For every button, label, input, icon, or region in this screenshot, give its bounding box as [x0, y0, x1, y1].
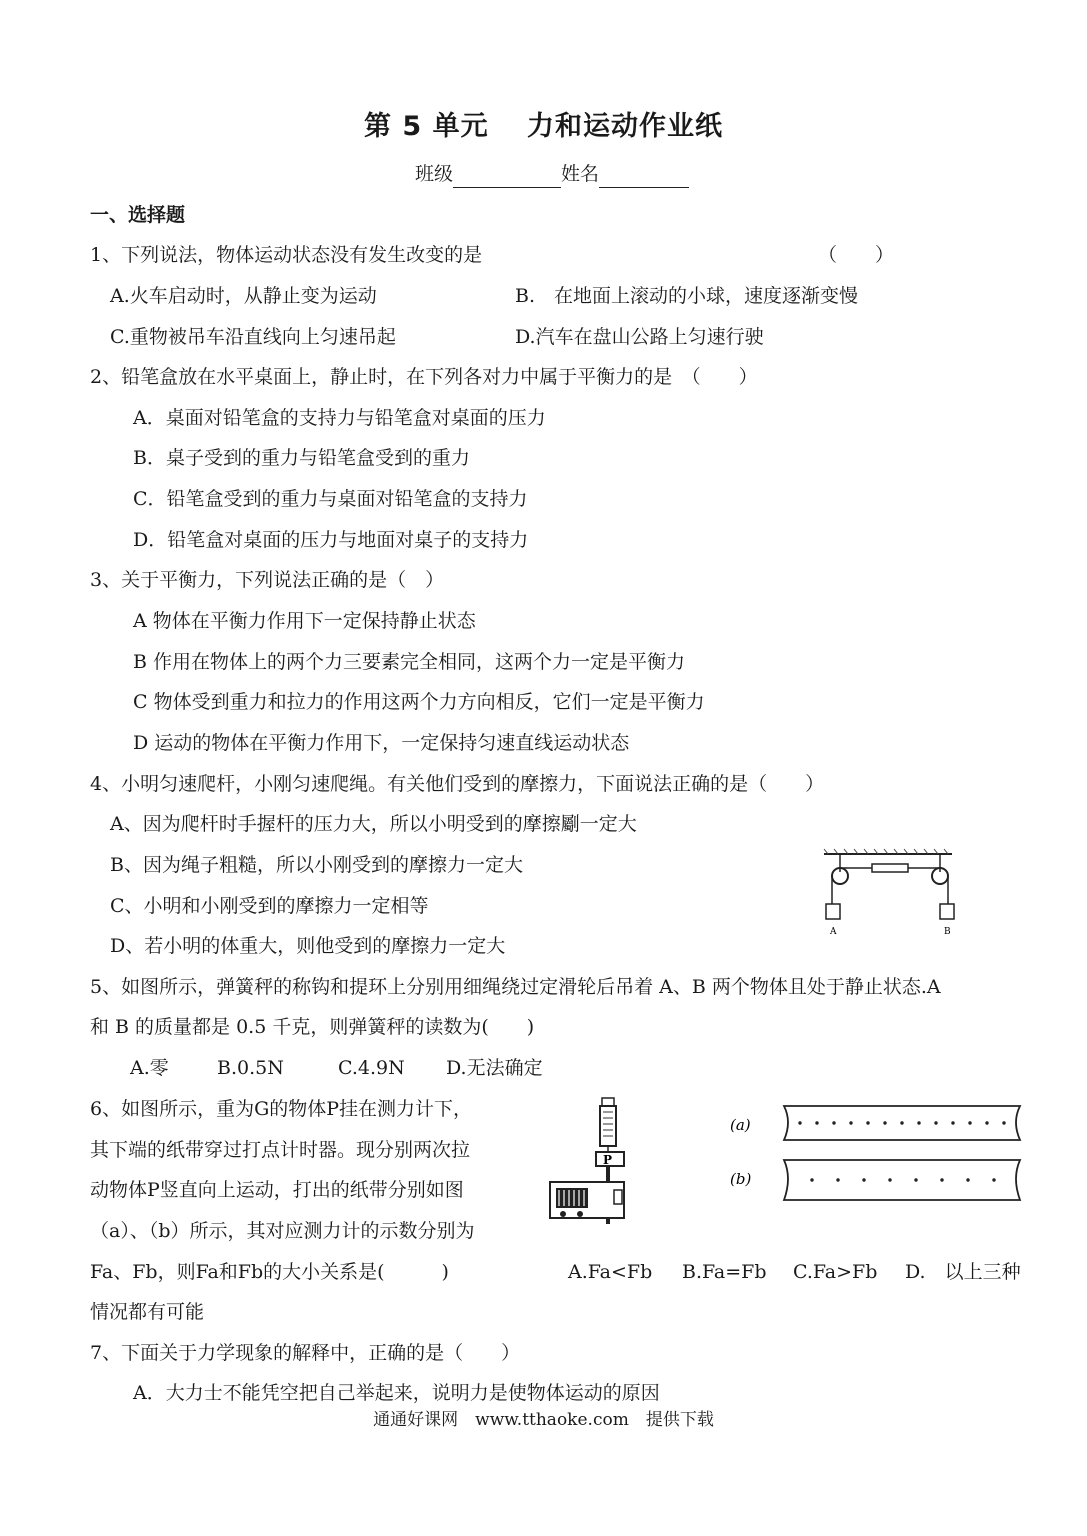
- spring-scale: [872, 864, 908, 872]
- question-1-option-c: C.重物被吊车沿直线向上匀速吊起: [110, 326, 396, 348]
- question-6-continuation: 情况都有可能: [90, 1301, 205, 1323]
- question-5-stem-line1: 5、如图所示，弹簧秤的称钩和提环上分别用细绳绕过定滑轮后吊着 A、B 两个物体且处于静止状态.A: [90, 976, 941, 998]
- class-label: 班级: [415, 163, 454, 185]
- question-6-option-c: C.Fa>Fb: [793, 1261, 878, 1283]
- tape-b: [784, 1160, 1020, 1200]
- tape-dot: [815, 1121, 818, 1124]
- question-3-option-a: A 物体在平衡力作用下一定保持静止状态: [133, 610, 476, 632]
- question-2-option-b: B．桌子受到的重力与铅笔盒受到的重力: [133, 447, 470, 469]
- tape-dot: [836, 1178, 839, 1181]
- tape-dot: [940, 1178, 943, 1181]
- question-4-option-a: A、因为爬杆时手握杆的压力大，所以小明受到的摩擦劚一定大: [110, 813, 637, 835]
- question-4-stem: 4、小明匀速爬杆，小刚匀速爬绳。有关他们受到的摩擦力，下面说法正确的是（ ）: [90, 773, 825, 795]
- question-6-option-a: A.Fa<Fb: [568, 1261, 653, 1283]
- question-6-option-b: B.Fa=Fb: [682, 1261, 767, 1283]
- question-3-option-b: B 作用在物体上的两个力三要素完全相同，这两个力一定是平衡力: [133, 651, 686, 673]
- tape-dot: [849, 1121, 852, 1124]
- question-6-line4: （a）、（b）所示，其对应测力计的示数分别为: [90, 1220, 475, 1242]
- tape-dot: [888, 1178, 891, 1181]
- question-5-option-b: B.0.5N: [217, 1057, 284, 1079]
- question-4-option-b: B、因为绳子粗糙，所以小刚受到的摩擦力一定大: [110, 854, 523, 876]
- tape-dot: [1002, 1121, 1005, 1124]
- tape-dot: [968, 1121, 971, 1124]
- question-2-option-d: D．铅笔盒对桌面的压力与地面对桌子的支持力: [133, 529, 529, 551]
- question-6-line2: 其下端的纸带穿过打点计时器。现分别两次拉: [90, 1139, 471, 1161]
- tape-dot: [832, 1121, 835, 1124]
- tape-dot: [917, 1121, 920, 1124]
- tape-dot: [914, 1178, 917, 1181]
- question-1-option-d: D.汽车在盘山公路上匀速行驶: [515, 326, 764, 348]
- question-1-bracket: （ ）: [818, 244, 895, 266]
- question-4-option-c: C、小明和小刚受到的摩擦力一定相等: [110, 895, 429, 917]
- question-6-option-d: D. 以上三种: [905, 1261, 1021, 1283]
- name-blank: [599, 167, 689, 188]
- question-5-option-a: A.零: [130, 1057, 169, 1079]
- question-5-option-c: C.4.9N: [338, 1057, 405, 1079]
- question-2-stem: 2、铅笔盒放在水平桌面上，静止时，在下列各对力中属于平衡力的是 （ ）: [90, 366, 758, 388]
- tape-dot: [966, 1178, 969, 1181]
- question-6-line5: Fa、Fb，则Fa和Fb的大小关系是( ): [90, 1261, 449, 1283]
- tape-dot: [934, 1121, 937, 1124]
- paper-tape-figure: [728, 1098, 1026, 1210]
- question-1-option-a: A.火车启动时，从静止变为运动: [110, 285, 377, 307]
- question-1-stem: 1、下列说法，物体运动状态没有发生改变的是: [90, 244, 483, 266]
- question-6-line1: 6、如图所示，重为G的物体P挂在测力计下，: [90, 1098, 473, 1120]
- tape-dot: [992, 1178, 995, 1181]
- footer: 通通好课网 www.tthaoke.com 提供下载: [373, 1410, 714, 1430]
- tape-dot: [951, 1121, 954, 1124]
- tape-dot: [900, 1121, 903, 1124]
- tape-b-label: (b): [730, 1170, 752, 1188]
- question-2-option-c: C．铅笔盒受到的重力与桌面对铅笔盒的支持力: [133, 488, 528, 510]
- tape-dot: [810, 1178, 813, 1181]
- question-3-option-c: C 物体受到重力和拉力的作用这两个力方向相反，它们一定是平衡力: [133, 691, 705, 713]
- object-p-label: P: [603, 1153, 613, 1167]
- question-3-option-d: D 运动的物体在平衡力作用下，一定保持匀速直线运动状态: [133, 732, 630, 754]
- tape-dot: [798, 1121, 801, 1124]
- tape-dot: [866, 1121, 869, 1124]
- class-blank: [453, 167, 561, 188]
- page-title: 第 5 单元 力和运动作业纸: [364, 111, 723, 142]
- question-6-line3: 动物体P竖直向上运动，打出的纸带分别如图: [90, 1179, 464, 1201]
- force-meter-figure: [548, 1096, 630, 1226]
- name-label: 姓名: [561, 163, 600, 185]
- tape-dot: [985, 1121, 988, 1124]
- question-1-option-b: B. 在地面上滚动的小球，速度逐渐变慢: [515, 285, 859, 307]
- question-2-option-a: A．桌面对铅笔盒的支持力与铅笔盒对桌面的压力: [133, 407, 546, 429]
- question-4-option-d: D、若小明的体重大，则他受到的摩擦力一定大: [110, 935, 506, 957]
- question-7-option-a: A．大力士不能凭空把自己举起来，说明力是使物体运动的原因: [133, 1382, 660, 1404]
- question-7-stem: 7、下面关于力学现象的解释中，正确的是（ ）: [90, 1342, 521, 1364]
- question-3-stem: 3、关于平衡力，下列说法正确的是（ ）: [90, 569, 445, 591]
- question-5-option-d: D.无法确定: [446, 1057, 543, 1079]
- figure-label-a: A: [830, 927, 837, 937]
- tape-dot: [883, 1121, 886, 1124]
- student-info: [415, 160, 689, 188]
- pulley-figure: [818, 846, 958, 938]
- question-5-stem-line2: 和 B 的质量都是 0.5 千克，则弹簧秤的读数为( ): [90, 1016, 535, 1038]
- tape-dot: [862, 1178, 865, 1181]
- tape-a-label: (a): [730, 1116, 751, 1134]
- figure-label-b: B: [944, 927, 951, 937]
- section-heading: 一、选择题: [90, 204, 186, 226]
